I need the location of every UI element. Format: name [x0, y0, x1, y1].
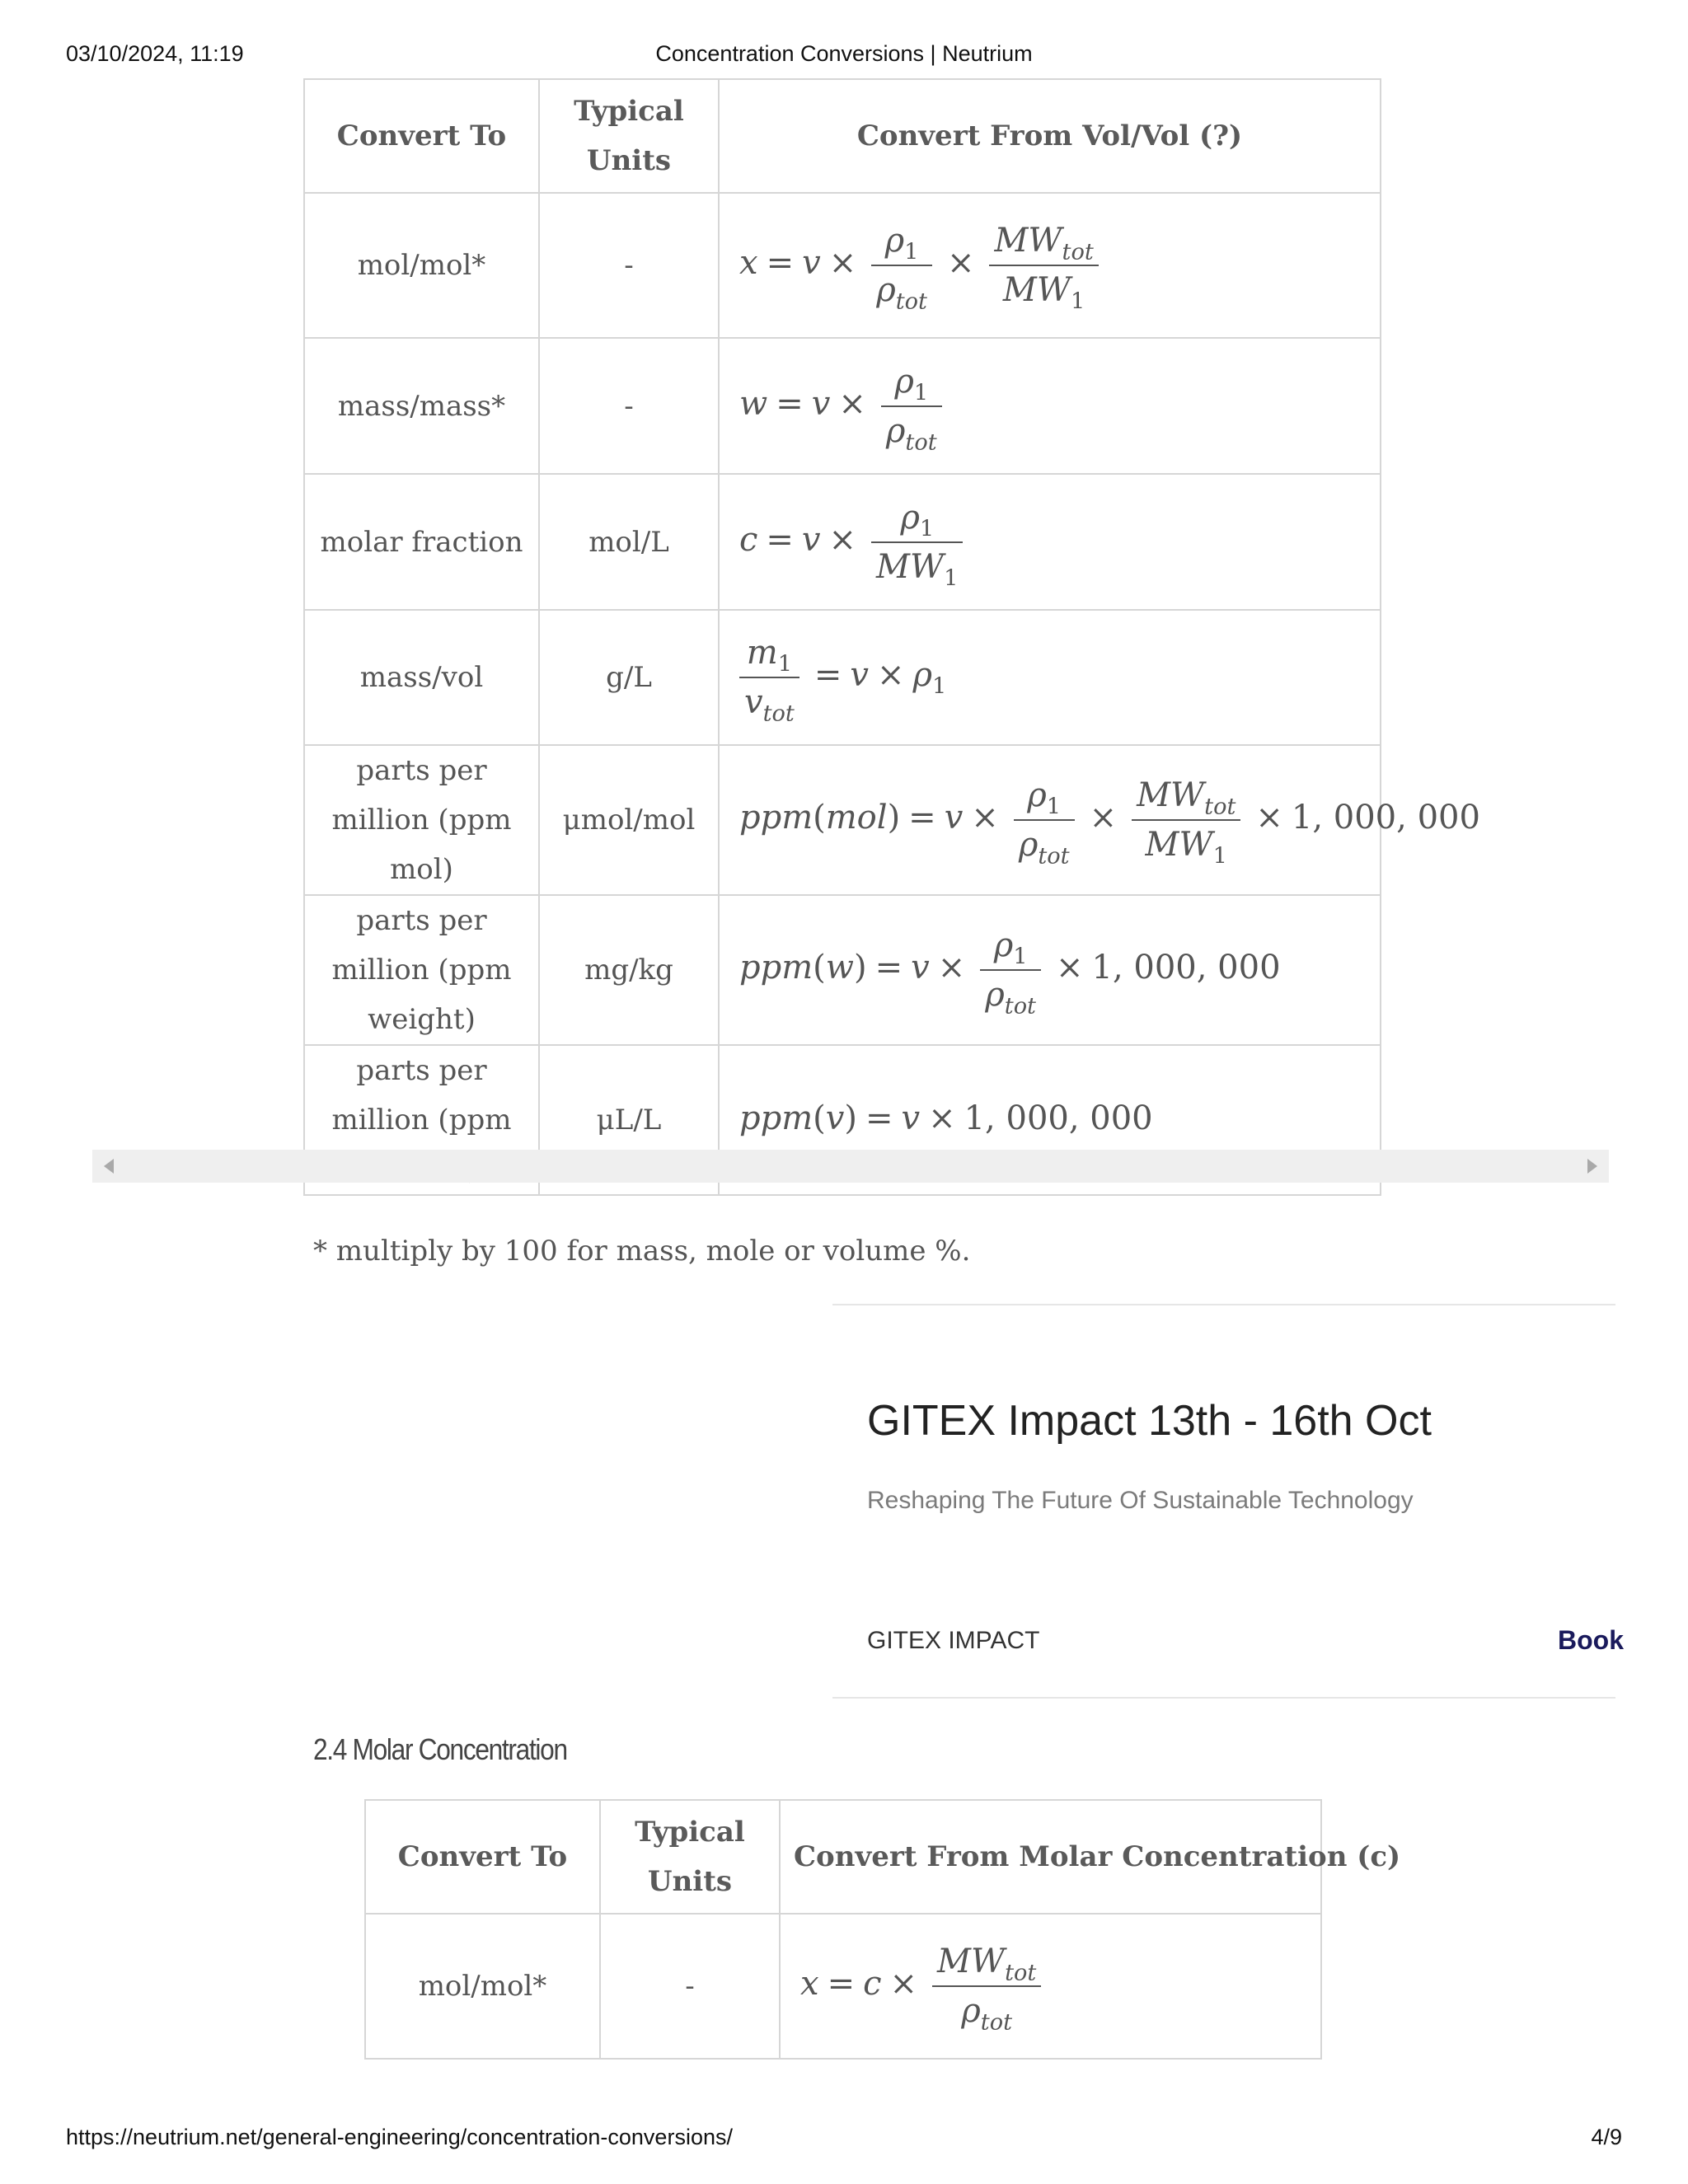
footnote: * multiply by 100 for mass, mole or volume %. — [313, 1235, 971, 1268]
ad-subtitle: Reshaping The Future Of Sustainable Technology — [867, 1487, 1414, 1514]
scroll-left-arrow-icon[interactable] — [104, 1159, 114, 1174]
table-row — [304, 745, 1381, 895]
print-title: Concentration Conversions | Neutrium — [655, 41, 1033, 66]
ad-title[interactable]: GITEX Impact 13th - 16th Oct — [867, 1397, 1432, 1445]
table-row — [365, 1914, 1321, 2059]
formula-cell — [780, 1914, 1321, 2059]
formula: ppm(w) = v × $\frac{\rho_1}{\rho_{tot}}$ × 1, 000, 000 — [739, 926, 1281, 1019]
cell-units: - — [600, 1914, 780, 2059]
cell-units: g/L — [539, 610, 719, 745]
formula: ppm(v) = v × 1, 000, 000 — [739, 1099, 1153, 1137]
cell-units: mol/L — [539, 474, 719, 610]
cell-convert-to: mol/mol* — [365, 1914, 600, 2059]
formula-cell — [719, 474, 1381, 610]
formula: x = v × $\frac{\rho_1}{\rho_{tot}}$ × $\frac{MW_{tot}}{MW_1}$ — [739, 244, 1105, 282]
advertisement[interactable] — [832, 1304, 1624, 1699]
scroll-right-arrow-icon[interactable] — [1587, 1159, 1597, 1174]
print-page-number: 4/9 — [1591, 2125, 1622, 2149]
formula-cell — [719, 610, 1381, 745]
print-url: https://neutrium.net/general-engineering/concentration-conversions/ — [66, 2125, 733, 2149]
cell-convert-to: mass/vol — [304, 610, 539, 745]
cell-convert-to: mass/mass* — [304, 338, 539, 474]
factor: 1, 000, 000 — [1091, 949, 1281, 987]
table-row — [304, 338, 1381, 474]
formula: $\frac{m_1}{v_{tot}}$ = $v \times \rho_1$ — [739, 656, 946, 694]
table-row — [304, 193, 1381, 338]
header-convert-from: Convert From Molar Concentration (c) — [780, 1800, 1321, 1914]
table-row — [304, 895, 1381, 1045]
formula-cell — [719, 895, 1381, 1045]
cell-units: μL/L — [539, 1045, 719, 1195]
print-header — [66, 41, 1622, 69]
cell-units: mg/kg — [539, 895, 719, 1045]
formula: x = c × $\frac{MW_{tot}}{\rho_{tot}}$ — [800, 1965, 1048, 2003]
header-typical-units: Typical Units — [600, 1800, 780, 1914]
header-convert-to: Convert To — [365, 1800, 600, 1914]
formula: w = v × $\frac{\rho_1}{\rho_{tot}}$ — [739, 385, 949, 423]
table-header-row — [304, 79, 1381, 193]
factor: 1, 000, 000 — [1291, 799, 1480, 837]
header-typical-units: Typical Units — [539, 79, 719, 193]
print-datetime: 03/10/2024, 11:19 — [66, 41, 244, 66]
cell-convert-to: molar fraction — [304, 474, 539, 610]
factor: 1, 000, 000 — [964, 1099, 1153, 1137]
volvol-conversion-table — [303, 78, 1480, 1196]
section-heading: 2.4 Molar Concentration — [313, 1732, 567, 1766]
table-row — [304, 610, 1381, 745]
header-convert-to: Convert To — [304, 79, 539, 193]
ad-book-button[interactable]: Book — [1558, 1625, 1624, 1655]
cell-units: - — [539, 193, 719, 338]
formula-cell — [719, 745, 1480, 895]
table-row — [304, 474, 1381, 610]
horizontal-scrollbar[interactable] — [92, 1150, 1609, 1183]
print-footer — [66, 2125, 1622, 2153]
formula-cell — [719, 193, 1381, 338]
cell-units: - — [539, 338, 719, 474]
cell-convert-to: parts per million (ppm mol) — [304, 745, 539, 895]
cell-convert-to: parts per million (ppm — [304, 1045, 539, 1195]
cell-units: μmol/mol — [539, 745, 719, 895]
header-convert-from: Convert From Vol/Vol (?) — [719, 79, 1381, 193]
cell-convert-to: mol/mol* — [304, 193, 539, 338]
ad-brand: GITEX IMPACT — [867, 1627, 1040, 1654]
molar-conversion-table — [364, 1799, 1401, 2060]
cell-convert-to: parts per million (ppm weight) — [304, 895, 539, 1045]
formula: ppm(mol) = v × $\frac{\rho_1}{\rho_{tot}}$ × $\frac{MW_{tot}}{MW_1}$ × 1, 000, 000 — [739, 776, 1480, 869]
formula-cell — [719, 338, 1381, 474]
formula: c = v × $\frac{\rho_1}{MW_1}$ — [739, 521, 969, 559]
table-header-row — [365, 1800, 1321, 1914]
